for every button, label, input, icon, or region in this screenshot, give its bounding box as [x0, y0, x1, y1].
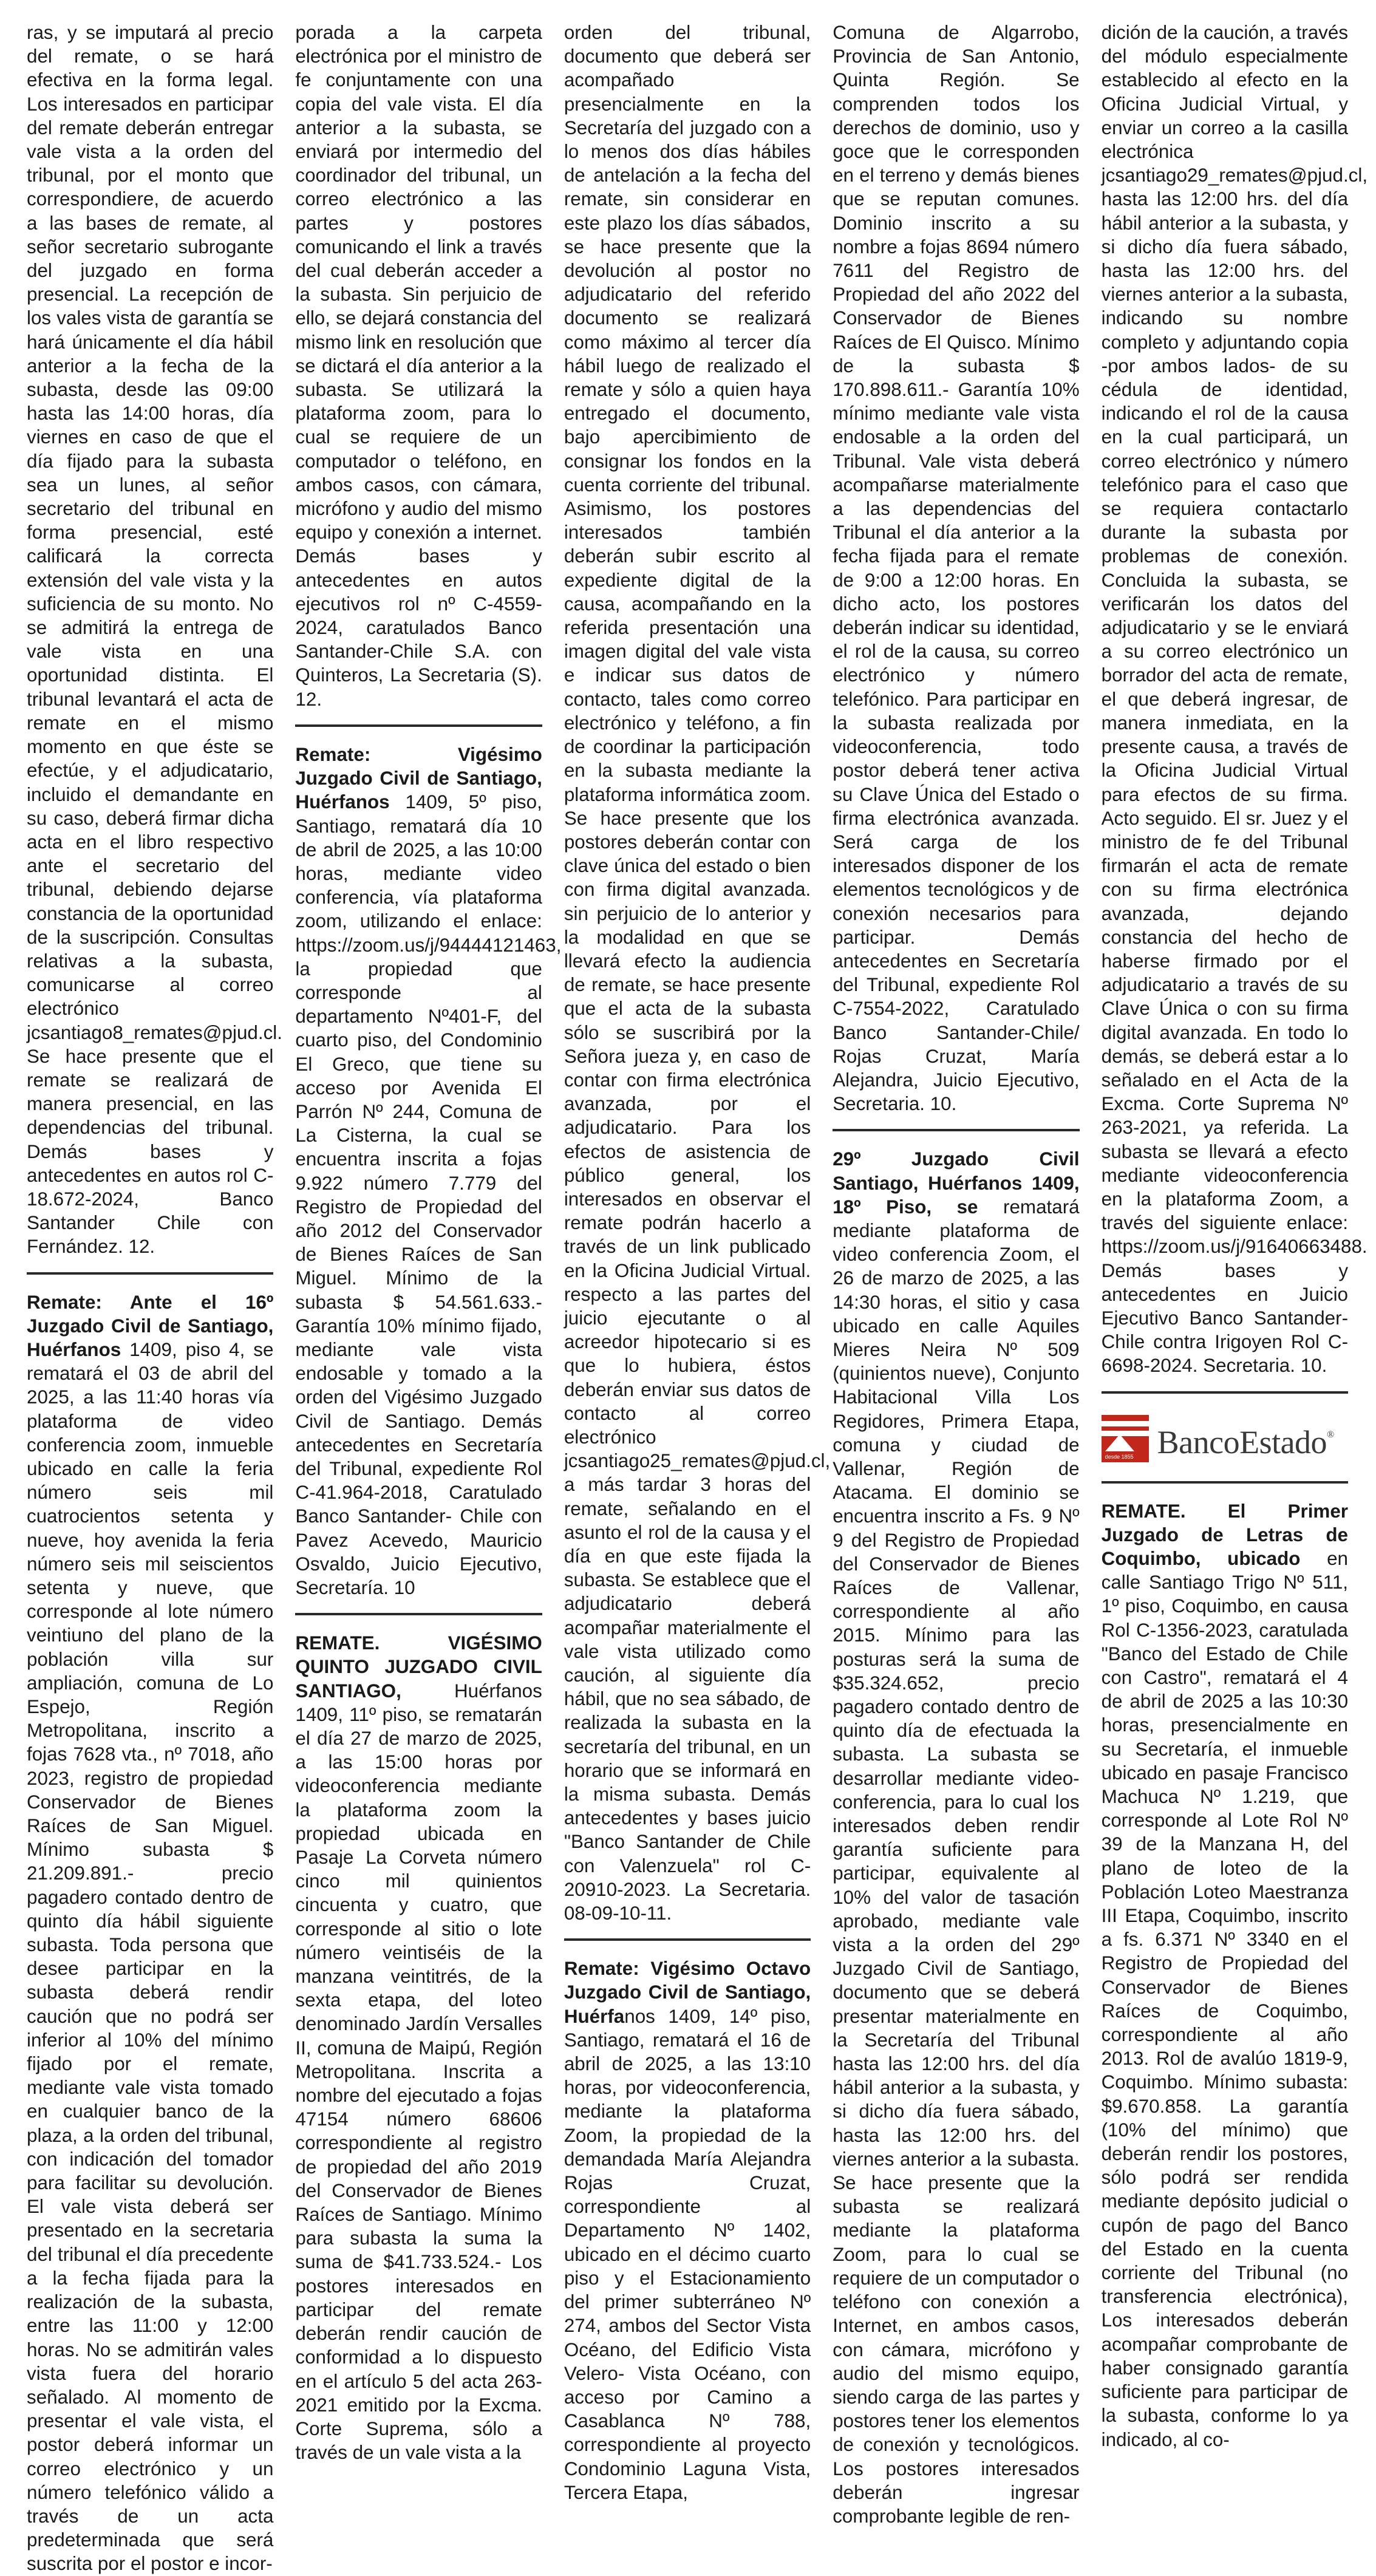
notice-divider	[1102, 1481, 1348, 1484]
notice-continuation	[1101, 21, 1368, 1378]
notice-continuation	[295, 21, 542, 711]
logo-tagline: desde 1855	[1105, 1453, 1134, 1460]
notice-divider	[295, 1613, 542, 1615]
notice-vigesimo-quinto-juzgado	[295, 1631, 542, 2464]
notice-divider	[27, 1272, 273, 1275]
notice-body: nos 1409, 14º piso, Santiago, rematará el 16 de abril de 2025, a las 13:10 horas, por videoconferencia, mediante la plataforma Zoom, la propiedad de la demandada María Alejandra Rojas Cruzat, correspondiente al Departamento Nº 1402, ubicado en el décimo cuarto piso y el Estacionamiento del primer subterráneo Nº 274, ambos del Sector Vista Océano, del Edificio Vista Velero- Vista Océano, con acceso por Camino a Casablanca Nº 788, correspondiente al proyecto Condominio Laguna Vista, Tercera Etapa,	[564, 2005, 811, 2503]
notice-continuation	[564, 21, 831, 1925]
notice-heading: Remate: Ante el 16º Juzgado Civil de Santiago, Huérfanos	[27, 1291, 274, 1360]
column-3	[564, 21, 831, 2503]
bancoestado-logo	[1102, 1409, 1348, 1468]
notice-body: rematará mediante plataforma de video conferencia Zoom, el 26 de marzo de 2025, a las 14:30 horas, el sitio y casa ubicado en calle Aquiles Mieres Neira Nº 509 (quinientos nueve), Conjunto Habitacional Villa Los Regidores, Primera Etapa, comuna y ciudad de Vallenar, Región de Atacama. El dominio se encuentra inscrito a Fs. 9 Nº 9 del Registro de Propiedad del Conservador de Bienes Raíces de Vallenar, correspondiente al año 2015. Mínimo para las posturas será la suma de $35.324.652, precio pagadero contado dentro de quinto día de efectuada la subasta. La subasta se desarrollar mediante video-conferencia, para lo cual los interesados deben rendir garantía suficiente para participar, equivalente al 10% del valor de tasación aprobado, mediante vale vista a la orden del 29º Juzgado Civil de Santiago, documento que se deberá presentar materialmente en la Secretaría del Tribunal hasta las 12:00 hrs. del día hábil anterior a la subasta, y si dicho día fuera sábado, hasta las 12:00 hrs. del viernes anterior a la subasta. Se hace presente que la subasta se realizará mediante la plataforma Zoom, para lo cual se requiere de un computador o teléfono con conexión a Internet, en ambos casos, con cámara, micrófono y audio del mismo equipo, siendo carga de las partes y postores tener los elementos de conexión y tecnológicos. Los postores interesados deberán ingresar comprobante legible de ren-	[833, 1196, 1080, 2527]
notice-divider	[564, 1938, 811, 1941]
bancoestado-logo-mark-icon	[1102, 1415, 1149, 1462]
notice-16-juzgado-civil	[27, 1290, 273, 2576]
notice-heading: REMATE. VIGÉSIMO QUINTO JUZGADO CIVIL SANTIAGO,	[295, 1632, 542, 1702]
notice-divider	[295, 724, 542, 727]
notice-juzgado-letras-coquimbo	[1102, 1499, 1348, 2452]
notice-divider	[1102, 1391, 1348, 1394]
notice-body: Huérfanos 1409, 11º piso, se rematarán el día 27 de marzo de 2025, a las 15:00 horas por videoconferencia mediante la plataforma zoom la propiedad ubicada en Pasaje La Corveta número cinco mil quinientos cincuenta y cuatro, que corresponde al sitio o lote número veintiséis de la manzana veintitrés, de la sexta etapa, del loteo denominado Jardín Versalles II, comuna de Maipú, Región Metropolitana. Inscrita a nombre del ejecutado a fojas 47154 número 68606 correspondiente al registro de propiedad del año 2019 del Conservador de Bienes Raíces de Santiago. Mínimo para subasta la suma la suma de $41.733.524.- Los postores interesados en participar del remate deberán rendir caución de conformidad a lo dispuesto en el artículo 5 del acta 263-2021 emitido por la Excma. Corte Suprema, sólo a través de un vale vista a la	[295, 1680, 542, 2464]
notice-vigesimo-juzgado-civil	[295, 743, 562, 1600]
notice-29-juzgado-civil	[833, 1147, 1079, 2528]
notice-body: porada a la carpeta electrónica por el ministro de fe conjuntamente con una copia del vale vista. El día anterior a la subasta, se enviará por intermedio del coordinador del tribunal, un correo electrónico a las partes y postores comunicando el link a través del cual deberán acceder a la subasta. Sin perjuicio de ello, se dejará constancia del mismo link en resolución que se dictará el día anterior a la subasta. Se utilizará la plataforma zoom, para lo cual se requiere de un computador o teléfono, en ambos casos, con cámara, micrófono y audio del mismo equipo y conexión a internet. Demás bases y antecedentes en autos ejecutivos rol nº C-4559-2024, caratulados Banco Santander-Chile S.A. con Quinteros, La Secretaria (S). 12.	[295, 22, 542, 710]
column-4	[833, 21, 1080, 2527]
notice-vigesimo-octavo-juzgado	[564, 1957, 811, 2504]
notice-body: orden del tribunal, documento que deberá ser acompañado presencialmente en la Secretaría del juzgado con a lo menos dos días hábiles de antelación a la fecha del remate, sin considerar en este plazo los días sábados, se hace presente que la devolución al postor no adjudicatario del referido documento se realizará como máximo al tercer día hábil luego de realizado el remate y sólo a quien haya entregado el documento, bajo apercibimiento de consignar los fondos en la cuenta corriente del tribunal. Asimismo, los postores interesados también deberán subir escrito al expediente digital de la causa, acompañando en la referida presentación una imagen digital del vale vista e indicar sus datos de contacto, tales como correo electrónico y teléfono, a fin de coordinar la participación en la subasta mediante la plataforma informática zoom. Se hace presente que los postores deberán contar con clave única del estado o bien con firma digital avanzada. sin perjuicio de lo anterior y la modalidad en que se llevará efecto la audiencia de remate, se hace presente que el acta de la subasta sólo se suscribirá por la Señora jueza y, en caso de contar con firma electrónica avanzada, por el adjudicatario. Para los efectos de asistencia de público general, los interesados en observar el remate podrán hacerlo a través de un link publicado en la Oficina Judicial Virtual. respecto a las partes del juicio ejecutante o al acreedor hipotecario si es que lo hubiera, éstos deberán enviar sus datos de contacto al correo electrónico jcsantiago25_remates@pjud.cl, a más tardar 3 horas del remate, señalando en el asunto el rol de la causa y el día en que este fijada la subasta. Se establece que el adjudicatario deberá acompañar materialmente el vale vista utilizado como caución, al siguiente día hábil, que no sea sábado, de realizada la subasta en la secretaría del tribunal, en un horario que se informará en la misma subasta. Demás antecedentes y bases juicio "Banco Santander de Chile con Valenzuela" rol C-20910-2023. La Secretaria. 08-09-10-11.	[564, 22, 831, 1924]
notice-heading: Remate: Vigésimo Juzgado Civil de Santiago, Huérfanos	[295, 743, 542, 813]
notice-body: dición de la caución, a través del módulo especialmente establecido al efecto en la Oficina Judicial Virtual, y enviar un correo a la casilla electrónica jcsantiago29_remates@pjud.cl, hasta las 12:00 hrs. del día hábil anterior a la subasta, y si dicho día fuera sábado, hasta las 12:00 hrs. del viernes anterior a la subasta, indicando su nombre completo y adjuntando copia -por ambos lados- de su cédula de identidad, indicando el rol de la causa en la cual participará, un correo electrónico y número telefónico para el caso que se requiera contactarlo durante la subasta por problemas de conexión. Concluida la subasta, se verificarán los datos del adjudicatario y se le enviará a su correo electrónico un borrador del acta de remate, el que deberá ingresar, de manera inmediata, en la presente causa, a través de la Oficina Judicial Virtual para efectos de su firma. Acto seguido. El sr. Juez y el ministro de fe del Tribunal firmarán el acta de remate con su firma electrónica avanzada, dejando constancia del hecho de haberse firmado por el adjudicatario a través de su Clave Única o con su firma digital avanzada. En todo lo demás, se deberá estar a lo señalado en el Acta de la Excma. Corte Suprema Nº 263-2021, ya referida. La subasta se llevará a efecto mediante videoconferencia en la plataforma Zoom, a través del siguiente enlace: https://zoom.us/j/91640663488. Demás bases y antecedentes en Juicio Ejecutivo Banco Santander-Chile contra Irigoyen Rol C-6698-2024. Secretaria. 10.	[1101, 22, 1368, 1377]
notice-continuation	[27, 21, 282, 1259]
notice-body: 1409, piso 4, se rematará el 03 de abril del 2025, a las 11:40 horas vía plataforma de video conferencia zoom, inmueble ubicado en calle la feria número seis mil cuatrocientos setenta y nueve, hoy avenida la feria número seis mil seiscientos setenta y nueve, que corresponde al lote número veintiuno del plano de la población villa sur ampliación, comuna de Lo Espejo, Región Metropolitana, inscrito a fojas 7628 vta., nº 7018, año 2023, registro de propiedad Conservador de Bienes Raíces de San Miguel. Mínimo subasta $ 21.209.891.- precio pagadero contado dentro de quinto día hábil siguiente subasta. Toda persona que desee participar en la subasta deberá rendir caución que no podrá ser inferior al 10% del mínimo fijado por el remate, mediante vale vista tomado en cualquier banco de la plaza, a la orden del tribunal, con indicación del tomador para facilitar su devolución. El vale vista deberá ser presentado en la secretaria del tribunal el día precedente a la fecha fijada para la realización de la subasta, entre las 11:00 y 12:00 horas. No se admitirán vales vista fuera del horario señalado. Al momento de presentar el vale vista, el postor deberá informar un correo electrónico y un número telefónico válido a través de un acta predeterminada que será suscrita por el postor e incor-	[27, 1338, 274, 2575]
column-1	[27, 21, 282, 2575]
notice-continuation	[833, 21, 1079, 1116]
notice-heading: 29º Juzgado Civil Santiago, Huérfanos 1409, 18º Piso, se	[833, 1148, 1080, 1218]
registered-mark: ®	[1327, 1429, 1334, 1440]
notice-body: en calle Santiago Trigo Nº 511, 1º piso, Coquimbo, en causa Rol C-1356-2023, caratulada "Banco del Estado de Chile con Castro", rematará el 4 de abril de 2025 a las 10:30 horas, presencialmente en su Secretaría, el inmueble ubicado en pasaje Francisco Machuca Nº 1.219, que corresponde al Lote Rol Nº 39 de la Manzana H, del plano de loteo de la Población Loteo Maestranza III Etapa, Coquimbo, inscrito a fs. 6.371 Nº 3340 en el Registro de Propiedad del Conservador de Bienes Raíces de Coquimbo, correspondiente al año 2013. Rol de avalúo 1819-9, Coquimbo. Mínimo subasta: $9.670.858. La garantía (10% del mínimo) que deberán rendir los postores, sólo podrá ser rendida mediante depósito judicial o cupón de pago del Banco del Estado en la cuenta corriente del Tribunal (no transferencia electrónica), Los interesados deberán acompañar comprobante de haber consignado garantía suficiente para participar de la subasta, conforme lo ya indicado, al co-	[1101, 1547, 1349, 2450]
notice-body: ras, y se imputará al precio del remate, o se hará efectiva en la forma legal. Los interesados en participar del remate deberán entregar vale vista a la orden del tribunal, por el monto que correspondiere, de acuerdo a las bases de remate, al señor secretario subrogante del juzgado en forma presencial. La recepción de los vales vista de garantía se hará únicamente el día hábil anterior a la fecha de la subasta, desde las 09:00 hasta las 14:00 horas, día viernes en caso de que el día fijado para la subasta sea un lunes, al señor secretario del tribunal en forma presencial, esté calificará la correcta extensión del vale vista y la suficiencia de su monto. No se admitirá la entrega de vale vista en una oportunidad distinta. El tribunal levantará el acta de remate en el mismo momento en que éste se efectúe, y el adjudicatario, incluido el demandante en su caso, deberá firmar dicha acta en el libro respectivo ante el secretario del tribunal, debiendo dejarse constancia de la oportunidad de la suscripción. Consultas relativas a la subasta, comunicarse al correo electrónico jcsantiago8_remates@pjud.cl. Se hace presente que el remate se realizará de manera presencial, en las dependencias del tribunal. Demás bases y antecedentes en autos rol C-18.672-2024, Banco Santander Chile con Fernández. 12.	[27, 22, 282, 1258]
notice-heading: Remate: Vigésimo Octavo Juzgado Civil de Santiago, Huérfa	[564, 1958, 811, 2027]
column-5	[1101, 21, 1368, 2450]
column-2	[295, 21, 562, 2464]
notice-heading: REMATE. El Primer Juzgado de Letras de Coquimbo, ubicado	[1101, 1500, 1349, 1569]
notice-body: Comuna de Algarrobo, Provincia de San Antonio, Quinta Región. Se comprenden todos los derechos de dominio, uso y goce que le corresponden en el terreno y demás bienes que se reputan comunes. Dominio inscrito a su nombre a fojas 8694 número 7611 del Registro de Propiedad del año 2022 del Conservador de Bienes Raíces de El Quisco. Mínimo de la subasta $ 170.898.611.- Garantía 10% mínimo mediante vale vista endosable a la orden del Tribunal. Vale vista deberá acompañarse materialmente a las dependencias del Tribunal el día anterior a la fecha fijada para el remate de 9:00 a 12:00 horas. En dicho acto, los postores deberán indicar su identidad, el rol de la causa, su correo electrónico y número telefónico. Para participar en la subasta realizada por videoconferencia, todo postor deberá tener activa su Clave Única del Estado o firma electrónica avanzada. Será carga de los interesados disponer de los elementos tecnológicos y de conexión necesarios para participar. Demás antecedentes en Secretaría del Tribunal, expediente Rol C-7554-2022, Caratulado Banco Santander-Chile/ Rojas Cruzat, María Alejandra, Juicio Ejecutivo, Secretaria. 10.	[833, 22, 1080, 1115]
notice-body: 1409, 5º piso, Santiago, rematará día 10 de abril de 2025, a las 10:00 horas, mediante video conferencia, vía plataforma zoom, utilizando el enlace: https://zoom.us/j/94444121463, la propiedad que corresponde al departamento Nº401-F, del cuarto piso, del Condominio El Greco, que tiene su acceso por Avenida El Parrón Nº 244, Comuna de La Cisterna, la cual se encuentra inscrita a fojas 9.922 número 7.779 del Registro de Propiedad del año 2012 del Conservador de Bienes Raíces de San Miguel. Mínimo de la subasta $ 54.561.633.- Garantía 10% mínimo fijado, mediante vale vista endosable y tomado a la orden del Vigésimo Juzgado Civil de Santiago. Demás antecedentes en Secretaría del Tribunal, expediente Rol C-41.964-2018, Caratulado Banco Santander- Chile con Pavez Acevedo, Mauricio Osvaldo, Juicio Ejecutivo, Secretaría. 10	[295, 791, 562, 1598]
logo-wordmark: BancoEstado	[1157, 1423, 1327, 1460]
notice-divider	[833, 1129, 1079, 1131]
